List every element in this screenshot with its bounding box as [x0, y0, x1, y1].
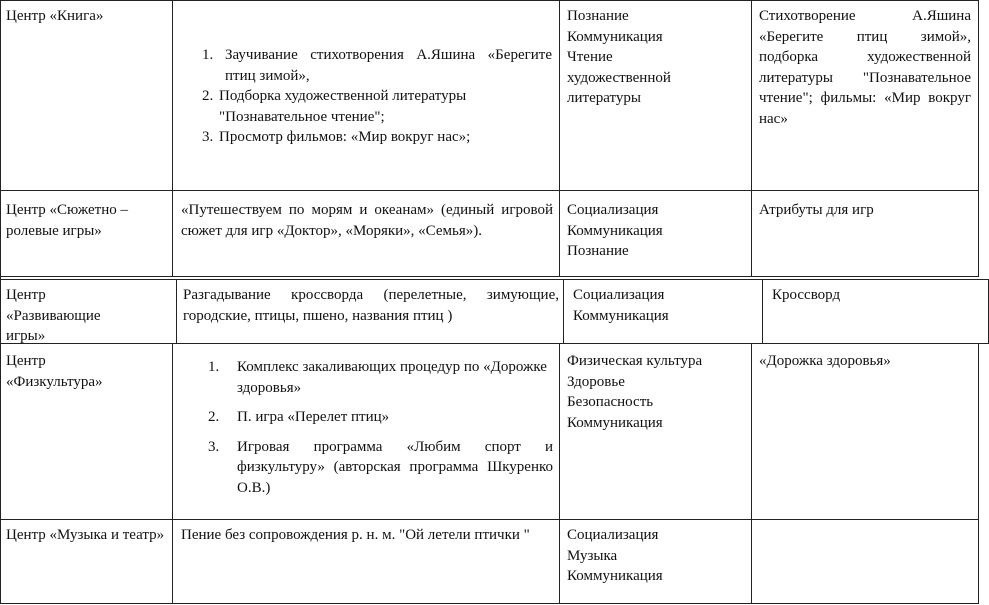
activity-text: Игровая программа «Любим спорт и физкультуру» (авторская программа Шкуренко О.В.) — [237, 438, 553, 496]
materials-cell — [759, 200, 971, 221]
activity-list — [202, 45, 552, 148]
activities-cell — [208, 357, 553, 498]
education-area: Социализация — [567, 527, 659, 543]
materials-text: «Дорожка здоровья» — [759, 353, 891, 369]
center-name: Центр «Музыка и театр» — [6, 527, 165, 543]
center-name-cell — [6, 351, 166, 392]
center-name: Центр «Физкультура» — [6, 353, 103, 390]
center-name: Центр «Развивающие игры» — [6, 287, 101, 343]
activity-item — [208, 357, 553, 398]
activity-text: Разгадывание кроссворда (перелетные, зимующие, городские, птицы, пшено, названия птиц ) — [183, 287, 559, 324]
education-area: Коммуникация — [567, 222, 663, 239]
row-divider — [0, 276, 978, 277]
education-area: Познание — [567, 243, 629, 259]
education-area: Социализация — [567, 202, 659, 218]
center-name-cell — [6, 285, 166, 343]
activity-item — [202, 127, 552, 148]
materials-text: Кроссворд — [772, 287, 841, 303]
table-border-bottom — [0, 603, 978, 604]
education-area: Коммуникация — [567, 568, 663, 584]
table-border-right — [978, 0, 979, 277]
activity-text: П. игра «Перелет птиц» — [237, 409, 390, 425]
education-area: Безопасность — [567, 394, 654, 410]
activity-text: Подборка художественной литературы "Познавательное чтение"; — [219, 88, 467, 125]
education-area: Социализация — [573, 287, 665, 303]
education-area: Коммуникация — [567, 28, 663, 45]
center-name-cell — [6, 200, 166, 241]
materials-text: Стихотворение А.Яшина «Берегите птиц зимой», подборка художественной литературы "Познавательное чтение"; фильмы: «Мир вокруг нас» — [759, 8, 971, 127]
center-name-cell — [6, 6, 166, 27]
areas-cell — [567, 351, 749, 433]
activity-item — [202, 86, 552, 127]
education-area: Коммуникация — [567, 414, 663, 431]
activity-item — [202, 45, 552, 86]
table-row-role-play — [0, 190, 978, 276]
activity-number: 3. — [202, 129, 214, 145]
education-area: Познание — [567, 8, 629, 24]
activity-item — [208, 407, 553, 428]
materials-cell — [772, 285, 982, 306]
activities-cell — [202, 45, 552, 148]
education-area: Здоровье — [567, 373, 625, 390]
activity-list — [208, 357, 553, 498]
table-border-right — [978, 343, 979, 604]
activity-text: Пение без сопровождения р. н. м. "Ой летели птички " — [181, 527, 530, 543]
activity-number: 1. — [202, 47, 214, 63]
areas-cell — [573, 285, 758, 326]
materials-cell — [759, 351, 971, 372]
center-name: Центр «Сюжетно – ролевые игры» — [6, 202, 128, 239]
activity-text: Просмотр фильмов: «Мир вокруг нас»; — [219, 129, 471, 145]
activity-number: 2. — [202, 88, 214, 104]
education-area: Физическая культура — [567, 353, 703, 369]
activities-cell — [181, 200, 553, 241]
activity-text: «Путешествуем по морям и океанам» (единый игровой сюжет для игр «Доктор», «Моряки», «Семья»). — [181, 202, 553, 239]
activity-number: 1. — [208, 359, 220, 375]
areas-cell — [567, 525, 747, 587]
areas-cell — [567, 6, 747, 109]
activities-cell — [181, 525, 553, 546]
center-name-cell — [6, 525, 166, 546]
materials-text: Атрибуты для игр — [759, 202, 874, 218]
materials-cell — [759, 6, 971, 129]
activity-number: 2. — [208, 409, 220, 425]
activity-item — [208, 437, 553, 499]
activity-number: 3. — [208, 438, 220, 455]
education-area: Музыка — [567, 547, 618, 564]
table-row-physical-education — [0, 343, 978, 519]
table-row-book — [0, 0, 978, 190]
education-area: Чтение художественной литературы — [567, 49, 671, 106]
table-row-music-theatre — [0, 519, 978, 603]
activity-text: Заучивание стихотворения А.Яшина «Берегите птиц зимой», — [225, 47, 552, 84]
table-row-developing-games — [0, 279, 988, 343]
activities-cell — [183, 285, 559, 343]
education-area: Коммуникация — [573, 307, 669, 324]
activity-text: Комплекс закаливающих процедур по «Дорожке здоровья» — [237, 359, 547, 396]
center-name: Центр «Книга» — [6, 8, 104, 24]
areas-cell — [567, 200, 747, 262]
